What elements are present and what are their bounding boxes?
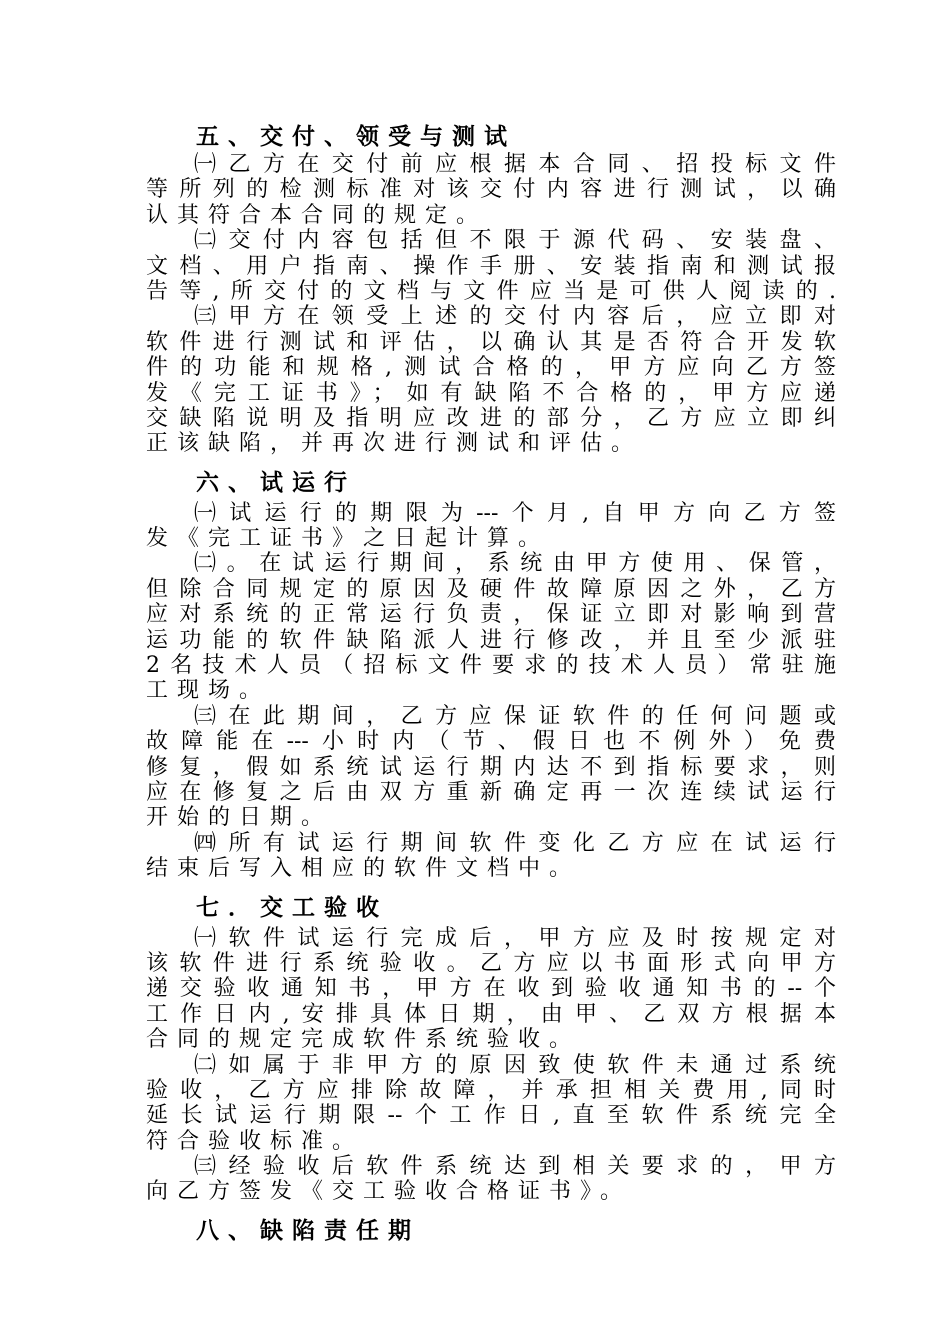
- paragraph-line: 认其符合本合同的规定。: [146, 202, 488, 228]
- paragraph-line: 递交验收通知书，甲方在收到验收通知书的--个: [146, 976, 836, 1002]
- paragraph-line: ㈡交付内容包括但不限于源代码、安装盘、: [194, 228, 836, 254]
- paragraph-line: ㈠乙方在交付前应根据本合同、招投标文件: [194, 152, 836, 177]
- paragraph-line: ㈣所有试运行期间软件变化乙方应在试运行: [194, 830, 836, 856]
- paragraph-line: 向乙方签发《交工验收合格证书》。: [146, 1179, 632, 1205]
- paragraph-line: 告等,所交付的文档与文件应当是可供人阅读的.: [146, 278, 836, 304]
- paragraph-line: 结束后写入相应的软件文档中。: [146, 856, 581, 882]
- paragraph-line: ㈢经验收后软件系统达到相关要求的，甲方: [194, 1154, 836, 1180]
- section-heading: 八、缺陷责任期: [196, 1216, 420, 1244]
- section-heading: 五、交付、领受与测试: [196, 123, 516, 150]
- paragraph-line: ㈠软件试运行完成后，甲方应及时按规定对: [194, 925, 836, 951]
- paragraph-line: 应在修复之后由双方重新确定再一次连续试运行: [146, 779, 836, 805]
- paragraph-line: 工作日内,安排具体日期，由甲、乙双方根据本: [146, 1001, 836, 1027]
- paragraph-line: 符合验收标准。: [146, 1128, 364, 1154]
- paragraph-line: 软件进行测试和评估，以确认其是否符合开发软: [146, 329, 836, 355]
- paragraph-line: 工现场。: [146, 678, 271, 704]
- paragraph-line: 交缺陷说明及指明应改进的部分，乙方应立即纠: [146, 405, 836, 431]
- paragraph-line: 合同的规定完成软件系统验收。: [146, 1027, 581, 1053]
- paragraph-line: ㈡如属于非甲方的原因致使软件未通过系统: [194, 1052, 836, 1078]
- paragraph-line: 件的功能和规格,测试合格的，甲方应向乙方签: [146, 355, 836, 381]
- paragraph-line: 2名技术人员（招标文件要求的技术人员）常驻施: [146, 653, 836, 679]
- paragraph-line: 等所列的检测标准对该交付内容进行测试，以确: [146, 177, 836, 203]
- paragraph-line: ㈡。在试运行期间，系统由甲方使用、保管，: [194, 551, 836, 577]
- paragraph-line: 开始的日期。: [146, 805, 333, 831]
- paragraph-line: 延长试运行期限--个工作日,直至软件系统完全: [146, 1103, 836, 1129]
- section-heading: 七．交工验收: [196, 893, 388, 921]
- paragraph-line: 修复，假如系统试运行期内达不到指标要求，则: [146, 754, 836, 780]
- section-heading: 六、试运行: [196, 468, 356, 496]
- paragraph-line: ㈢在此期间，乙方应保证软件的任何问题或: [194, 703, 836, 729]
- paragraph-line: 但除合同规定的原因及硬件故障原因之外，乙方: [146, 576, 836, 602]
- paragraph-line: 运功能的软件缺陷派人进行修改，并且至少派驻: [146, 627, 836, 653]
- paragraph-line: 验收，乙方应排除故障，并承担相关费用,同时: [146, 1077, 836, 1103]
- paragraph-line: 正该缺陷，并再次进行测试和评估。: [146, 431, 643, 457]
- paragraph-line: ㈢甲方在领受上述的交付内容后，应立即对: [194, 304, 836, 330]
- paragraph-line: ㈠试运行的期限为---个月,自甲方向乙方签: [194, 500, 836, 526]
- paragraph-line: 应对系统的正常运行负责，保证立即对影响到营: [146, 602, 836, 628]
- document-body: [146, 122, 836, 1249]
- paragraph-line: 发《完工证书》；如有缺陷不合格的，甲方应递: [146, 380, 836, 406]
- paragraph-line: 故障能在---小时内（节、假日也不例外）免费: [146, 729, 836, 755]
- paragraph-line: 文档、用户指南、操作手册、安装指南和测试报: [146, 253, 836, 279]
- paragraph-line: 发《完工证书》之日起计算。: [146, 526, 550, 552]
- paragraph-line: 该软件进行系统验收。乙方应以书面形式向甲方: [146, 950, 836, 976]
